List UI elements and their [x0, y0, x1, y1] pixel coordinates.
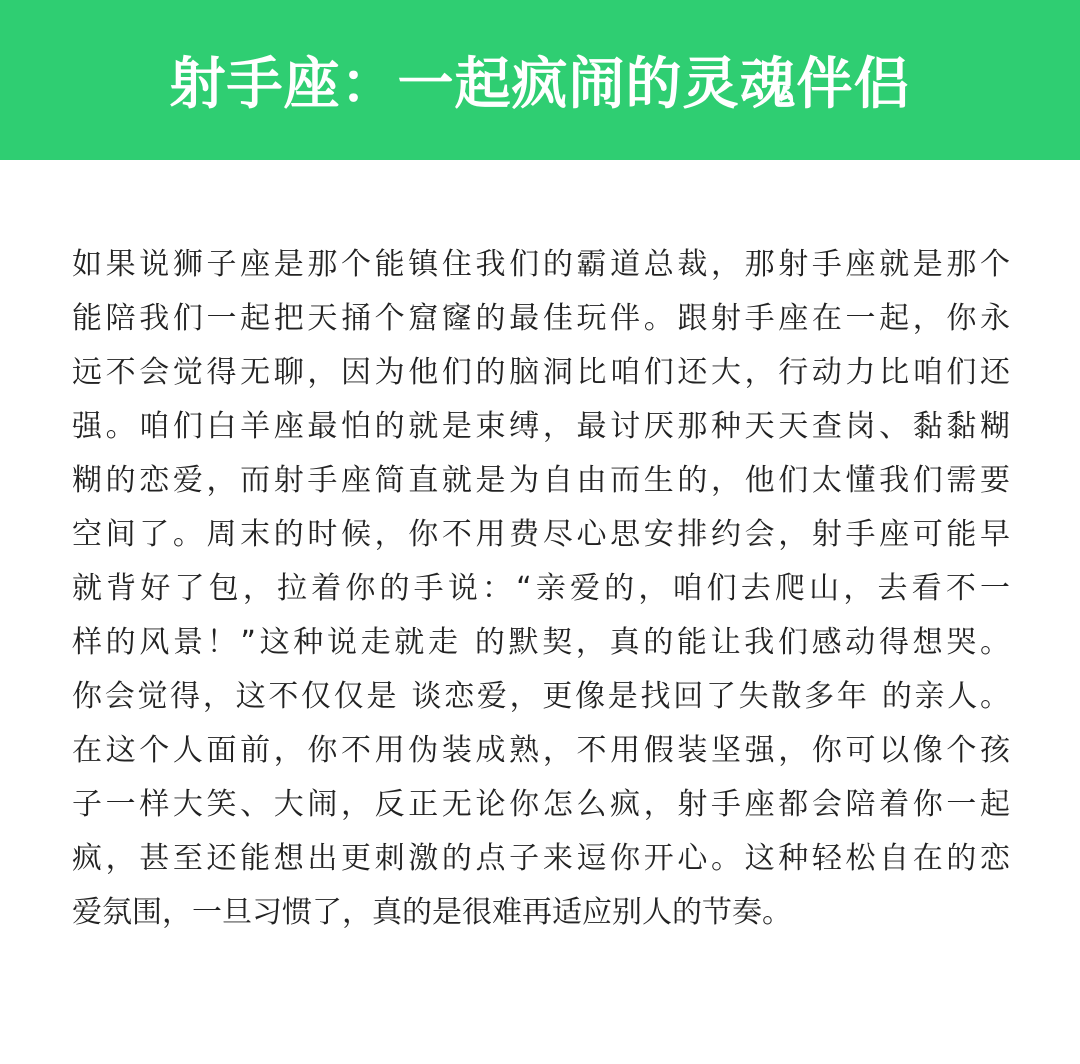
article-line: 子一样大笑、大闹，反正无论你怎么疯，射手座都会陪着你一起 [72, 787, 1010, 822]
article-body [72, 238, 1010, 940]
article-line: 空间了。周末的时候，你不用费尽心思安排约会，射手座可能早 [72, 517, 1010, 552]
article-line: 你会觉得，这不仅仅是 谈恋爱，更像是找回了失散多年 的亲人。 [72, 679, 1010, 714]
page-title: 射手座：一起疯闹的灵魂伴侣 [169, 52, 911, 117]
title-banner [0, 0, 1080, 160]
article-line: 疯，甚至还能想出更刺激的点子来逗你开心。这种轻松自在的恋 [72, 841, 1010, 876]
article-line: 就背好了包，拉着你的手说：“亲爱的，咱们去爬山，去看不一 [72, 571, 1010, 606]
article-line: 能陪我们一起把天捅个窟窿的最佳玩伴。跟射手座在一起，你永 [72, 301, 1010, 336]
article-line: 糊的恋爱，而射手座简直就是为自由而生的，他们太懂我们需要 [72, 463, 1010, 498]
article-line: 样的风景！”这种说走就走 的默契，真的能让我们感动得想哭。 [72, 625, 1010, 660]
article-line: 如果说狮子座是那个能镇住我们的霸道总裁，那射手座就是那个 [72, 247, 1010, 282]
article-line: 在这个人面前，你不用伪装成熟，不用假装坚强，你可以像个孩 [72, 733, 1010, 768]
article-line: 爱氛围，一旦习惯了，真的是很难再适应别人的节奏。 [72, 895, 792, 930]
article-line: 强。咱们白羊座最怕的就是束缚，最讨厌那种天天查岗、黏黏糊 [72, 409, 1010, 444]
article-line: 远不会觉得无聊，因为他们的脑洞比咱们还大，行动力比咱们还 [72, 355, 1010, 390]
